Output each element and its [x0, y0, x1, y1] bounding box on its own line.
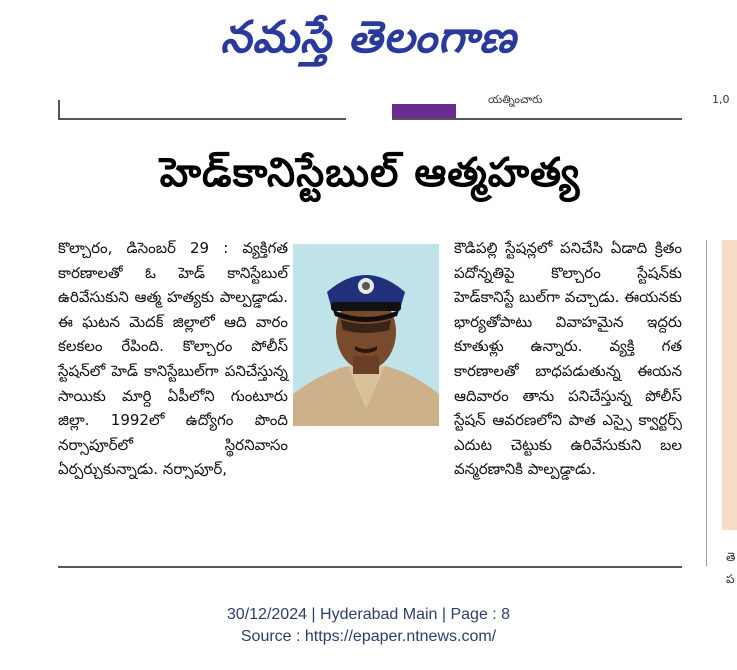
masthead-title: నమస్తే తెలంగాణ: [220, 12, 517, 63]
masthead: [0, 0, 737, 80]
officer-portrait-icon: [293, 244, 439, 426]
article-left-column: [58, 236, 288, 482]
right-divider: [706, 240, 707, 566]
cropped-text-mid: యత్నించారు: [488, 93, 543, 106]
footer-date-line: 30/12/2024 | Hyderabad Main | Page : 8: [226, 606, 511, 623]
cropped-text-right: 1,0: [712, 93, 730, 106]
article-right-column: [454, 236, 682, 482]
footer-source-line: Source : https://epaper.ntnews.com/: [240, 628, 497, 645]
adjacent-article-box: [722, 240, 737, 530]
section-color-bar: [392, 104, 456, 118]
edge-char-1: తె: [726, 550, 736, 564]
bottom-rule: [58, 566, 682, 568]
article-right-text: కౌడిపల్లి స్టేషన్లలో పనిచేసి ఏడాది క్రితం పదోన్నతిపై కొల్చారం స్టేషన్‌కు హెడ్‌కానిస్టే బుల్‌గా వచ్చాడు. ఈయనకు భార్యతోపాటు వివాహమైన ఇద్దరు కూతుళ్లు ఉన్నారు. వ్యక్తి గత కారణాలతో బాధపడుతున్న ఈయన ఆదివారం తాను పనిచేస్తున్న పోలీస్ స్టేషన్ ఆవరణలోని పాత ఎస్సై క్వార్టర్స్ ఎదుట చెట్టుకు ఉరివేసుకుని బల వన్మరణానికి పాల్పడ్డాడు.: [454, 239, 682, 479]
footer: [0, 604, 737, 648]
top-left-rule-tick: [58, 100, 60, 120]
edge-char-2: ప: [726, 572, 735, 586]
article-left-text: కొల్చారం, డిసెంబర్ 29 : వ్యక్తిగత కారణాలతో ఓ హెడ్ కానిస్టేబుల్ ఉరివేసుకుని ఆత్మ హత్యకు పాల్పడ్డాడు. ఈ ఘటన మెదక్ జిల్లాలో ఆది వారం కలకలం రేపింది. కొల్చారం పోలీస్ స్టేషన్‌లో హెడ్ కానిస్టేబుల్‌గా పనిచేస్తున్న సాయికు మార్ది ఏపీలోని గుంటూరు జిల్లా. 1992లో ఉద్యోగం పొంది నర్సాపూర్‌లో స్థిరనివాసం ఏర్పర్చుకున్నాడు. నర్సాపూర్,: [58, 239, 288, 479]
headline: హెడ్‌కానిస్టేబుల్ ఆత్మహత్య: [159, 150, 581, 196]
top-mid-rule: [392, 118, 682, 120]
person-photo: [293, 244, 439, 426]
top-left-rule: [58, 118, 346, 120]
